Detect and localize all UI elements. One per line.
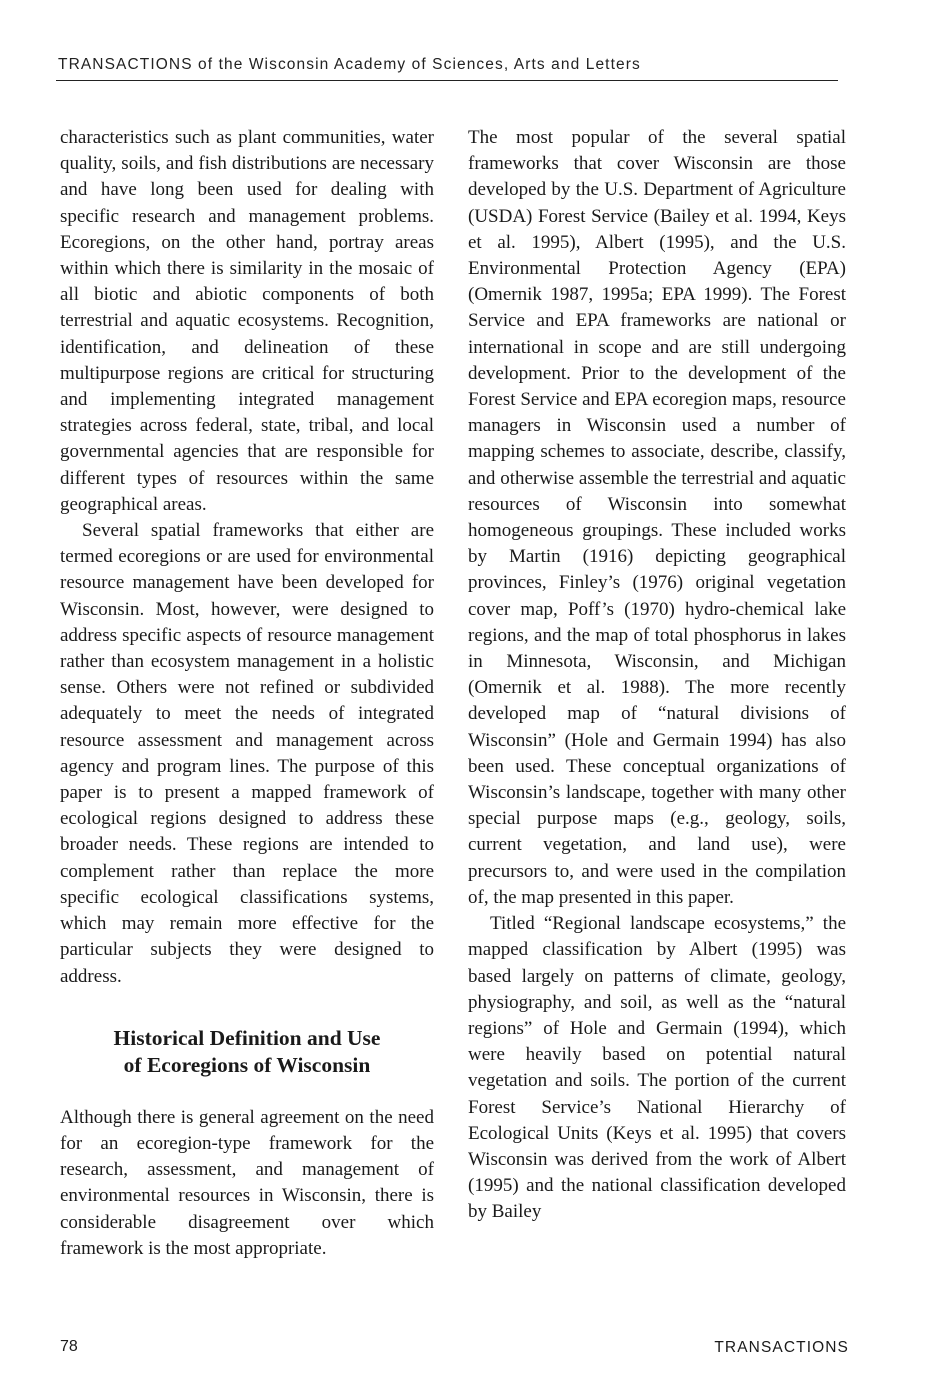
header-rule: [56, 80, 838, 81]
left-paragraph-3: Although there is general agreement on the need for an ecoregion-type framework for the research, assessment, and management of environmental resources in Wisconsin, there is considerable disagreement over which framework is the most appropriate.: [60, 1106, 434, 1259]
section-heading: [60, 1025, 434, 1079]
right-column: [468, 125, 846, 1226]
running-foot: TRANSACTIONS: [714, 1339, 849, 1356]
page-number: 78: [60, 1338, 78, 1355]
left-column: [60, 125, 434, 1262]
right-paragraph-1: The most popular of the several spatial frameworks that cover Wisconsin are those developed by the U.S. Department of Agriculture (USDA) Forest Service (Bailey et al. 1994, Keys et al. 1995), Albert (1995), and the U.S. Environmental Protection Agency (EPA) (Omernik 1987, 1995a; EPA 1999). The Forest Service and EPA frameworks are national or international in scope and are still undergoing development. Prior to the development of the Forest Service and EPA ecoregion maps, resource managers in Wisconsin used a number of mapping schemes to associate, describe, classify, and otherwise assemble the terrestrial and aquatic resources of Wisconsin into somewhat homogeneous groupings. These included works by Martin (1916) depicting geographical provinces, Finley’s (1976) original vegetation cover map, Poff’s (1970) hydro-chemical lake regions, and the map of total phosphorus in lakes in Minnesota, Wisconsin, and Michigan (Omernik et al. 1988). The more recently developed map of “natural divisions of Wisconsin” (Hole and Germain 1994) has also been used. These conceptual organizations of Wisconsin’s landscape, together with many other special purpose maps (e.g., geology, soils, current vegetation, and land use), were precursors to, and were used in the compilation of, the map presented in this paper.: [468, 127, 846, 908]
right-paragraph-2: Titled “Regional landscape ecosystems,” the mapped classification by Albert (1995) was based largely on patterns of climate, geology, physiography, and soil, as well as the “natural regions” of Hole and Germain (1994), which were heavily based on potential natural vegetation and soils. The portion of the current Forest Service’s National Hierarchy of Ecological Units (Keys et al. 1995) that covers Wisconsin was derived from the work of Albert (1995) and the national classification developed by Bailey: [468, 913, 846, 1223]
left-paragraph-1: characteristics such as plant communities, water quality, soils, and fish distributions are necessary and have long been used for dealing with specific research and management problems. Ecoregions, on the other hand, portray areas within which there is similarity in the mosaic of all biotic and abiotic components of both terrestrial and aquatic ecosystems. Recognition, identification, and delineation of these multipurpose regions are critical for structuring and implementing integrated management strategies across federal, state, tribal, and local governmental agencies that are responsible for different types of resources within the same geographical areas.: [60, 127, 434, 515]
section-heading-line-2: of Ecoregions of Wisconsin: [123, 1052, 371, 1077]
left-paragraph-2: Several spatial frameworks that either are termed ecoregions or are used for environmental resource management have been developed for Wisconsin. Most, however, were designed to address specific aspects of resource management rather than ecosystem management in a holistic sense. Others were not refined or subdivided adequately to meet the needs of integrated resource assessment and management across agency and program lines. The purpose of this paper is to present a mapped framework of ecological regions designed to address these broader needs. These regions are intended to complement rather than replace the more specific ecological classifications systems, which may remain more effective for the particular subjects they were designed to address.: [60, 520, 434, 987]
running-head: TRANSACTIONS of the Wisconsin Academy of Sciences, Arts and Letters: [58, 56, 641, 73]
section-heading-line-1: Historical Definition and Use: [113, 1025, 381, 1050]
